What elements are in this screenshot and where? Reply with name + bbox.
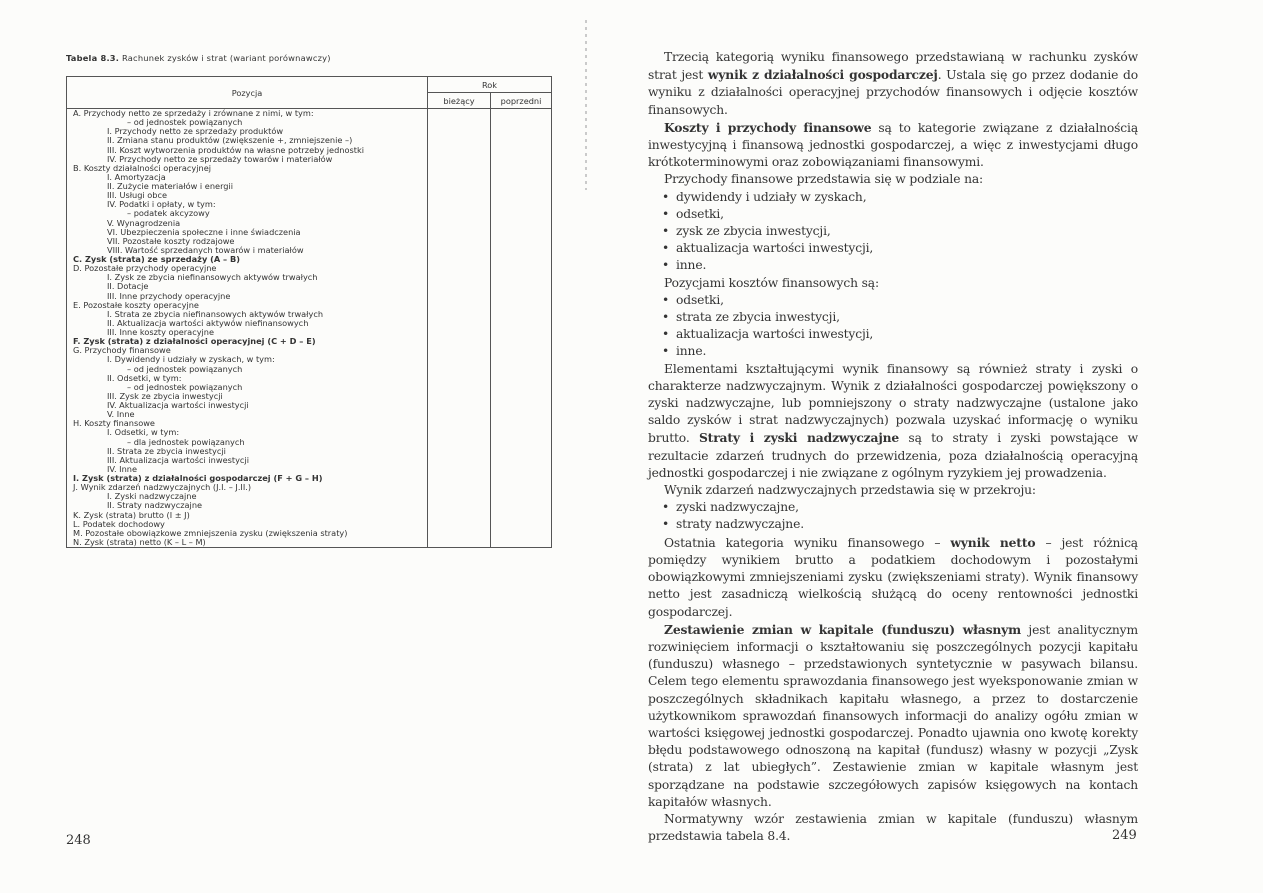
cell-current <box>428 109 491 119</box>
row-label: II. Zużycie materiałów i energii <box>67 182 428 191</box>
cell-previous <box>491 146 552 155</box>
cell-previous <box>491 355 552 364</box>
row-label: II. Straty nadzwyczajne <box>67 501 428 510</box>
row-label: J. Wynik zdarzeń nadzwyczajnych (J.I. – J.II.) <box>67 483 428 492</box>
header-position: Pozycja <box>67 77 428 109</box>
cell-previous <box>491 136 552 145</box>
cell-current <box>428 374 491 383</box>
cell-previous <box>491 255 552 264</box>
table-row <box>67 401 552 410</box>
paragraph: Koszty i przychody finansowe są to kategorie związane z działalnością inwestycyjną i finansową jednostki gospodarczej, a więc z inwestycjami długo krótkoterminowymi oraz zobowiązaniami finansowymi. <box>648 119 1138 170</box>
cell-current <box>428 237 491 246</box>
cell-previous <box>491 410 552 419</box>
cell-current <box>428 310 491 319</box>
cell-previous <box>491 337 552 346</box>
cell-previous <box>491 118 552 127</box>
paragraph: Ostatnia kategoria wyniku finansowego – wynik netto – jest różnicą pomiędzy wynikiem brutto a podatkiem dochodowym i pozostałymi obowiązkowymi zmniejszeniami zysku (zwiększeniami straty). Wynik finansowy netto jest zasadniczą wielkością służącą do oceny rentowności jednostki gospodarczej. <box>648 534 1138 619</box>
cell-current <box>428 255 491 264</box>
table-row <box>67 456 552 465</box>
cell-current <box>428 474 491 483</box>
cell-previous <box>491 419 552 428</box>
cell-previous <box>491 346 552 355</box>
bullet-icon: • <box>662 344 670 359</box>
cell-previous <box>491 520 552 529</box>
table-body <box>67 109 552 548</box>
cell-previous <box>491 374 552 383</box>
bullet-text: dywidendy i udziały w zyskach, <box>676 189 867 204</box>
row-label: H. Koszty finansowe <box>67 419 428 428</box>
row-label: C. Zysk (strata) ze sprzedaży (A – B) <box>67 255 428 264</box>
cell-previous <box>491 200 552 209</box>
row-label: VIII. Wartość sprzedanych towarów i materiałów <box>67 246 428 255</box>
cell-current <box>428 118 491 127</box>
paragraph: Trzecią kategorią wyniku finansowego przedstawianą w rachunku zysków strat jest wynik z działalności gospodarczej. Ustala się go przez dodanie do wyniku z działalności operacyjnej przychodów finansowych i odjęcie kosztów finansowych. <box>648 50 1138 117</box>
cell-current <box>428 164 491 173</box>
row-label: IV. Aktualizacja wartości inwestycji <box>67 401 428 410</box>
cell-previous <box>491 164 552 173</box>
row-label: N. Zysk (strata) netto (K – L – M) <box>67 538 428 548</box>
cell-previous <box>491 319 552 328</box>
row-label: IV. Przychody netto ze sprzedaży towarów i materiałów <box>67 155 428 164</box>
header-previous: poprzedni <box>491 93 552 109</box>
bullet-icon: • <box>662 241 670 256</box>
cell-current <box>428 246 491 255</box>
cell-previous <box>491 438 552 447</box>
cell-previous <box>491 428 552 437</box>
bullet-text: zysk ze zbycia inwestycji, <box>676 224 831 239</box>
row-label: III. Inne koszty operacyjne <box>67 328 428 337</box>
page-number-right: 249 <box>1112 828 1137 843</box>
bullet-item <box>648 257 1138 274</box>
cell-previous <box>491 310 552 319</box>
cell-current <box>428 383 491 392</box>
row-label: G. Przychody finansowe <box>67 346 428 355</box>
bullet-icon: • <box>662 517 670 532</box>
row-label: K. Zysk (strata) brutto (I ± J) <box>67 511 428 520</box>
bullet-icon: • <box>662 292 670 307</box>
cell-previous <box>491 273 552 282</box>
cell-current <box>428 273 491 282</box>
cell-previous <box>491 529 552 538</box>
bullet-item <box>648 223 1138 240</box>
bullet-item <box>648 499 1138 516</box>
cell-previous <box>491 301 552 310</box>
cell-current <box>428 200 491 209</box>
cell-previous <box>491 228 552 237</box>
cell-previous <box>491 282 552 291</box>
bullet-text: odsetki, <box>676 206 724 221</box>
row-label: I. Przychody netto ze sprzedaży produktów <box>67 127 428 136</box>
cell-current <box>428 136 491 145</box>
cell-previous <box>491 465 552 474</box>
cell-current <box>428 209 491 218</box>
header-year: Rok <box>428 77 552 93</box>
table-caption-text: Rachunek zysków i strat (wariant porównawczy) <box>121 53 331 63</box>
bullet-item <box>648 292 1138 309</box>
paragraph: Elementami kształtującymi wynik finansowy są również straty i zyski o charakterze nadzwyczajnym. Wynik z działalności gospodarczej powiększony o zyski nadzwyczajne, lub pomniejszony o straty nadzwyczajne (ustalone jako saldo zysków i strat nadzwyczajnych) pozwala uzyskać informację o wyniku brutto. Straty i zyski nadzwyczajne są to straty i zyski powstające w rezultacie zdarzeń trudnych do przewidzenia, poza działalnością operacyjną jednostki gospodarczej i nie związane z ogólnym ryzykiem jej prowadzenia. <box>648 361 1139 480</box>
cell-previous <box>491 264 552 273</box>
cell-current <box>428 219 491 228</box>
row-label: – od jednostek powiązanych <box>67 365 428 374</box>
cell-current <box>428 483 491 492</box>
body-text <box>648 49 1138 845</box>
bullet-icon: • <box>662 206 670 221</box>
cell-current <box>428 447 491 456</box>
row-label: I. Zysk ze zbycia niefinansowych aktywów trwałych <box>67 273 428 282</box>
row-label: A. Przychody netto ze sprzedaży i zrównane z nimi, w tym: <box>67 109 428 119</box>
cell-current <box>428 410 491 419</box>
row-label: V. Inne <box>67 410 428 419</box>
bullet-item <box>648 343 1138 360</box>
cell-current <box>428 146 491 155</box>
row-label: II. Zmiana stanu produktów (zwiększenie +, zmniejszenie –) <box>67 136 428 145</box>
cell-current <box>428 492 491 501</box>
bullet-text: inne. <box>676 344 707 359</box>
cell-previous <box>491 538 552 548</box>
cell-current <box>428 264 491 273</box>
cell-current <box>428 282 491 291</box>
cell-previous <box>491 401 552 410</box>
cell-previous <box>491 182 552 191</box>
cell-previous <box>491 447 552 456</box>
bullet-icon: • <box>662 310 670 325</box>
row-label: II. Aktualizacja wartości aktywów niefinansowych <box>67 319 428 328</box>
row-label: I. Strata ze zbycia niefinansowych aktywów trwałych <box>67 310 428 319</box>
cell-current <box>428 228 491 237</box>
row-label: – od jednostek powiązanych <box>67 118 428 127</box>
paragraph: Zestawienie zmian w kapitale (funduszu) własnym jest analitycznym rozwinięciem informacji o kształtowaniu się poszczególnych pozycji kapitału (funduszu) własnego – przedstawionych syntetycznie w pasywach bilansu. Celem tego elementu sprawozdania finansowego jest wyeksponowanie zmian w poszczególnych składnikach kapitału własnego, a przez to dostarczenie użytkownikom sprawozdań finansowych informacji do analizy ogółu zmian w wartości księgowej jednostki gospodarczej. Ponadto ujawnia ono kwotę korekty błędu podstawowego odnoszoną na kapitał (fundusz) własny w pozycji „Zysk (strata) z lat ubiegłych”. Zestawienie zmian w kapitale własnym jest sporządzane na podstawie szczegółowych zapisów księgowych na kontach kapitałów własnych. <box>648 621 1138 809</box>
binding-gutter <box>585 20 587 190</box>
cell-current <box>428 392 491 401</box>
cell-current <box>428 292 491 301</box>
cell-previous <box>491 127 552 136</box>
cell-previous <box>491 173 552 182</box>
bullet-item <box>648 309 1138 326</box>
cell-current <box>428 465 491 474</box>
header-current: bieżący <box>428 93 491 109</box>
cell-current <box>428 155 491 164</box>
row-label: II. Strata ze zbycia inwestycji <box>67 447 428 456</box>
paragraph: Normatywny wzór zestawienia zmian w kapitale (funduszu) własnym przedstawia tabela 8.4. <box>648 811 1138 844</box>
cell-current <box>428 182 491 191</box>
table-caption <box>66 53 331 63</box>
bullet-text: strata ze zbycia inwestycji, <box>676 310 840 325</box>
bullet-item <box>648 206 1138 223</box>
cell-current <box>428 355 491 364</box>
bullet-icon: • <box>662 327 670 342</box>
cell-previous <box>491 246 552 255</box>
row-label: L. Podatek dochodowy <box>67 520 428 529</box>
row-label: IV. Inne <box>67 465 428 474</box>
paragraph: Przychody finansowe przedstawia się w podziale na: <box>664 172 984 187</box>
table-row <box>67 538 552 548</box>
row-label: B. Koszty działalności operacyjnej <box>67 164 428 173</box>
cell-current <box>428 401 491 410</box>
cell-previous <box>491 328 552 337</box>
left-page <box>0 0 590 893</box>
row-label: I. Amortyzacja <box>67 173 428 182</box>
row-label: III. Zysk ze zbycia inwestycji <box>67 392 428 401</box>
bullet-item <box>648 516 1138 533</box>
row-label: III. Aktualizacja wartości inwestycji <box>67 456 428 465</box>
cell-previous <box>491 292 552 301</box>
cell-current <box>428 520 491 529</box>
row-label: III. Usługi obce <box>67 191 428 200</box>
bullet-icon: • <box>662 258 670 273</box>
row-label: – podatek akcyzowy <box>67 209 428 218</box>
cell-current <box>428 428 491 437</box>
cell-previous <box>491 456 552 465</box>
cell-current <box>428 511 491 520</box>
cell-previous <box>491 501 552 510</box>
cell-current <box>428 501 491 510</box>
row-label: I. Odsetki, w tym: <box>67 428 428 437</box>
row-label: VI. Ubezpieczenia społeczne i inne świadczenia <box>67 228 428 237</box>
bullet-item <box>648 189 1138 206</box>
row-label: III. Koszt wytworzenia produktów na własne potrzeby jednostki <box>67 146 428 155</box>
cell-previous <box>491 155 552 164</box>
income-statement-table <box>66 76 552 548</box>
row-label: F. Zysk (strata) z działalności operacyjnej (C + D – E) <box>67 337 428 346</box>
row-label: II. Odsetki, w tym: <box>67 374 428 383</box>
cell-current <box>428 301 491 310</box>
paragraph: Pozycjami kosztów finansowych są: <box>664 275 879 290</box>
cell-previous <box>491 383 552 392</box>
cell-current <box>428 191 491 200</box>
cell-current <box>428 538 491 548</box>
cell-current <box>428 438 491 447</box>
cell-current <box>428 337 491 346</box>
row-label: II. Dotacje <box>67 282 428 291</box>
cell-previous <box>491 191 552 200</box>
bullet-text: zyski nadzwyczajne, <box>676 500 799 515</box>
row-label: M. Pozostałe obowiązkowe zmniejszenia zysku (zwiększenia straty) <box>67 529 428 538</box>
cell-current <box>428 456 491 465</box>
cell-previous <box>491 365 552 374</box>
cell-current <box>428 328 491 337</box>
cell-previous <box>491 492 552 501</box>
bullet-text: aktualizacja wartości inwestycji, <box>676 327 874 342</box>
bullet-icon: • <box>662 500 670 515</box>
cell-previous <box>491 237 552 246</box>
bullet-text: aktualizacja wartości inwestycji, <box>676 241 874 256</box>
table-caption-label: Tabela 8.3. <box>66 53 120 63</box>
cell-current <box>428 346 491 355</box>
bullet-icon: • <box>662 189 670 204</box>
cell-current <box>428 529 491 538</box>
row-label: IV. Podatki i opłaty, w tym: <box>67 200 428 209</box>
cell-previous <box>491 392 552 401</box>
bullet-text: straty nadzwyczajne. <box>676 517 804 532</box>
row-label: – od jednostek powiązanych <box>67 383 428 392</box>
bullet-icon: • <box>662 224 670 239</box>
row-label: I. Dywidendy i udziały w zyskach, w tym: <box>67 355 428 364</box>
cell-current <box>428 173 491 182</box>
cell-previous <box>491 209 552 218</box>
bullet-text: inne. <box>676 258 707 273</box>
page-number-left: 248 <box>66 833 91 848</box>
cell-previous <box>491 219 552 228</box>
cell-previous <box>491 483 552 492</box>
cell-current <box>428 127 491 136</box>
bullet-item <box>648 326 1138 343</box>
row-label: III. Inne przychody operacyjne <box>67 292 428 301</box>
cell-current <box>428 365 491 374</box>
row-label: I. Zysk (strata) z działalności gospodarczej (F + G – H) <box>67 474 428 483</box>
cell-current <box>428 419 491 428</box>
row-label: I. Zyski nadzwyczajne <box>67 492 428 501</box>
row-label: – dla jednostek powiązanych <box>67 438 428 447</box>
cell-previous <box>491 109 552 119</box>
bullet-item <box>648 240 1138 257</box>
bullet-text: odsetki, <box>676 292 724 307</box>
row-label: D. Pozostałe przychody operacyjne <box>67 264 428 273</box>
paragraph: Wynik zdarzeń nadzwyczajnych przedstawia się w przekroju: <box>664 483 1036 498</box>
row-label: E. Pozostałe koszty operacyjne <box>67 301 428 310</box>
row-label: VII. Pozostałe koszty rodzajowe <box>67 237 428 246</box>
cell-previous <box>491 474 552 483</box>
cell-previous <box>491 511 552 520</box>
row-label: V. Wynagrodzenia <box>67 219 428 228</box>
cell-current <box>428 319 491 328</box>
